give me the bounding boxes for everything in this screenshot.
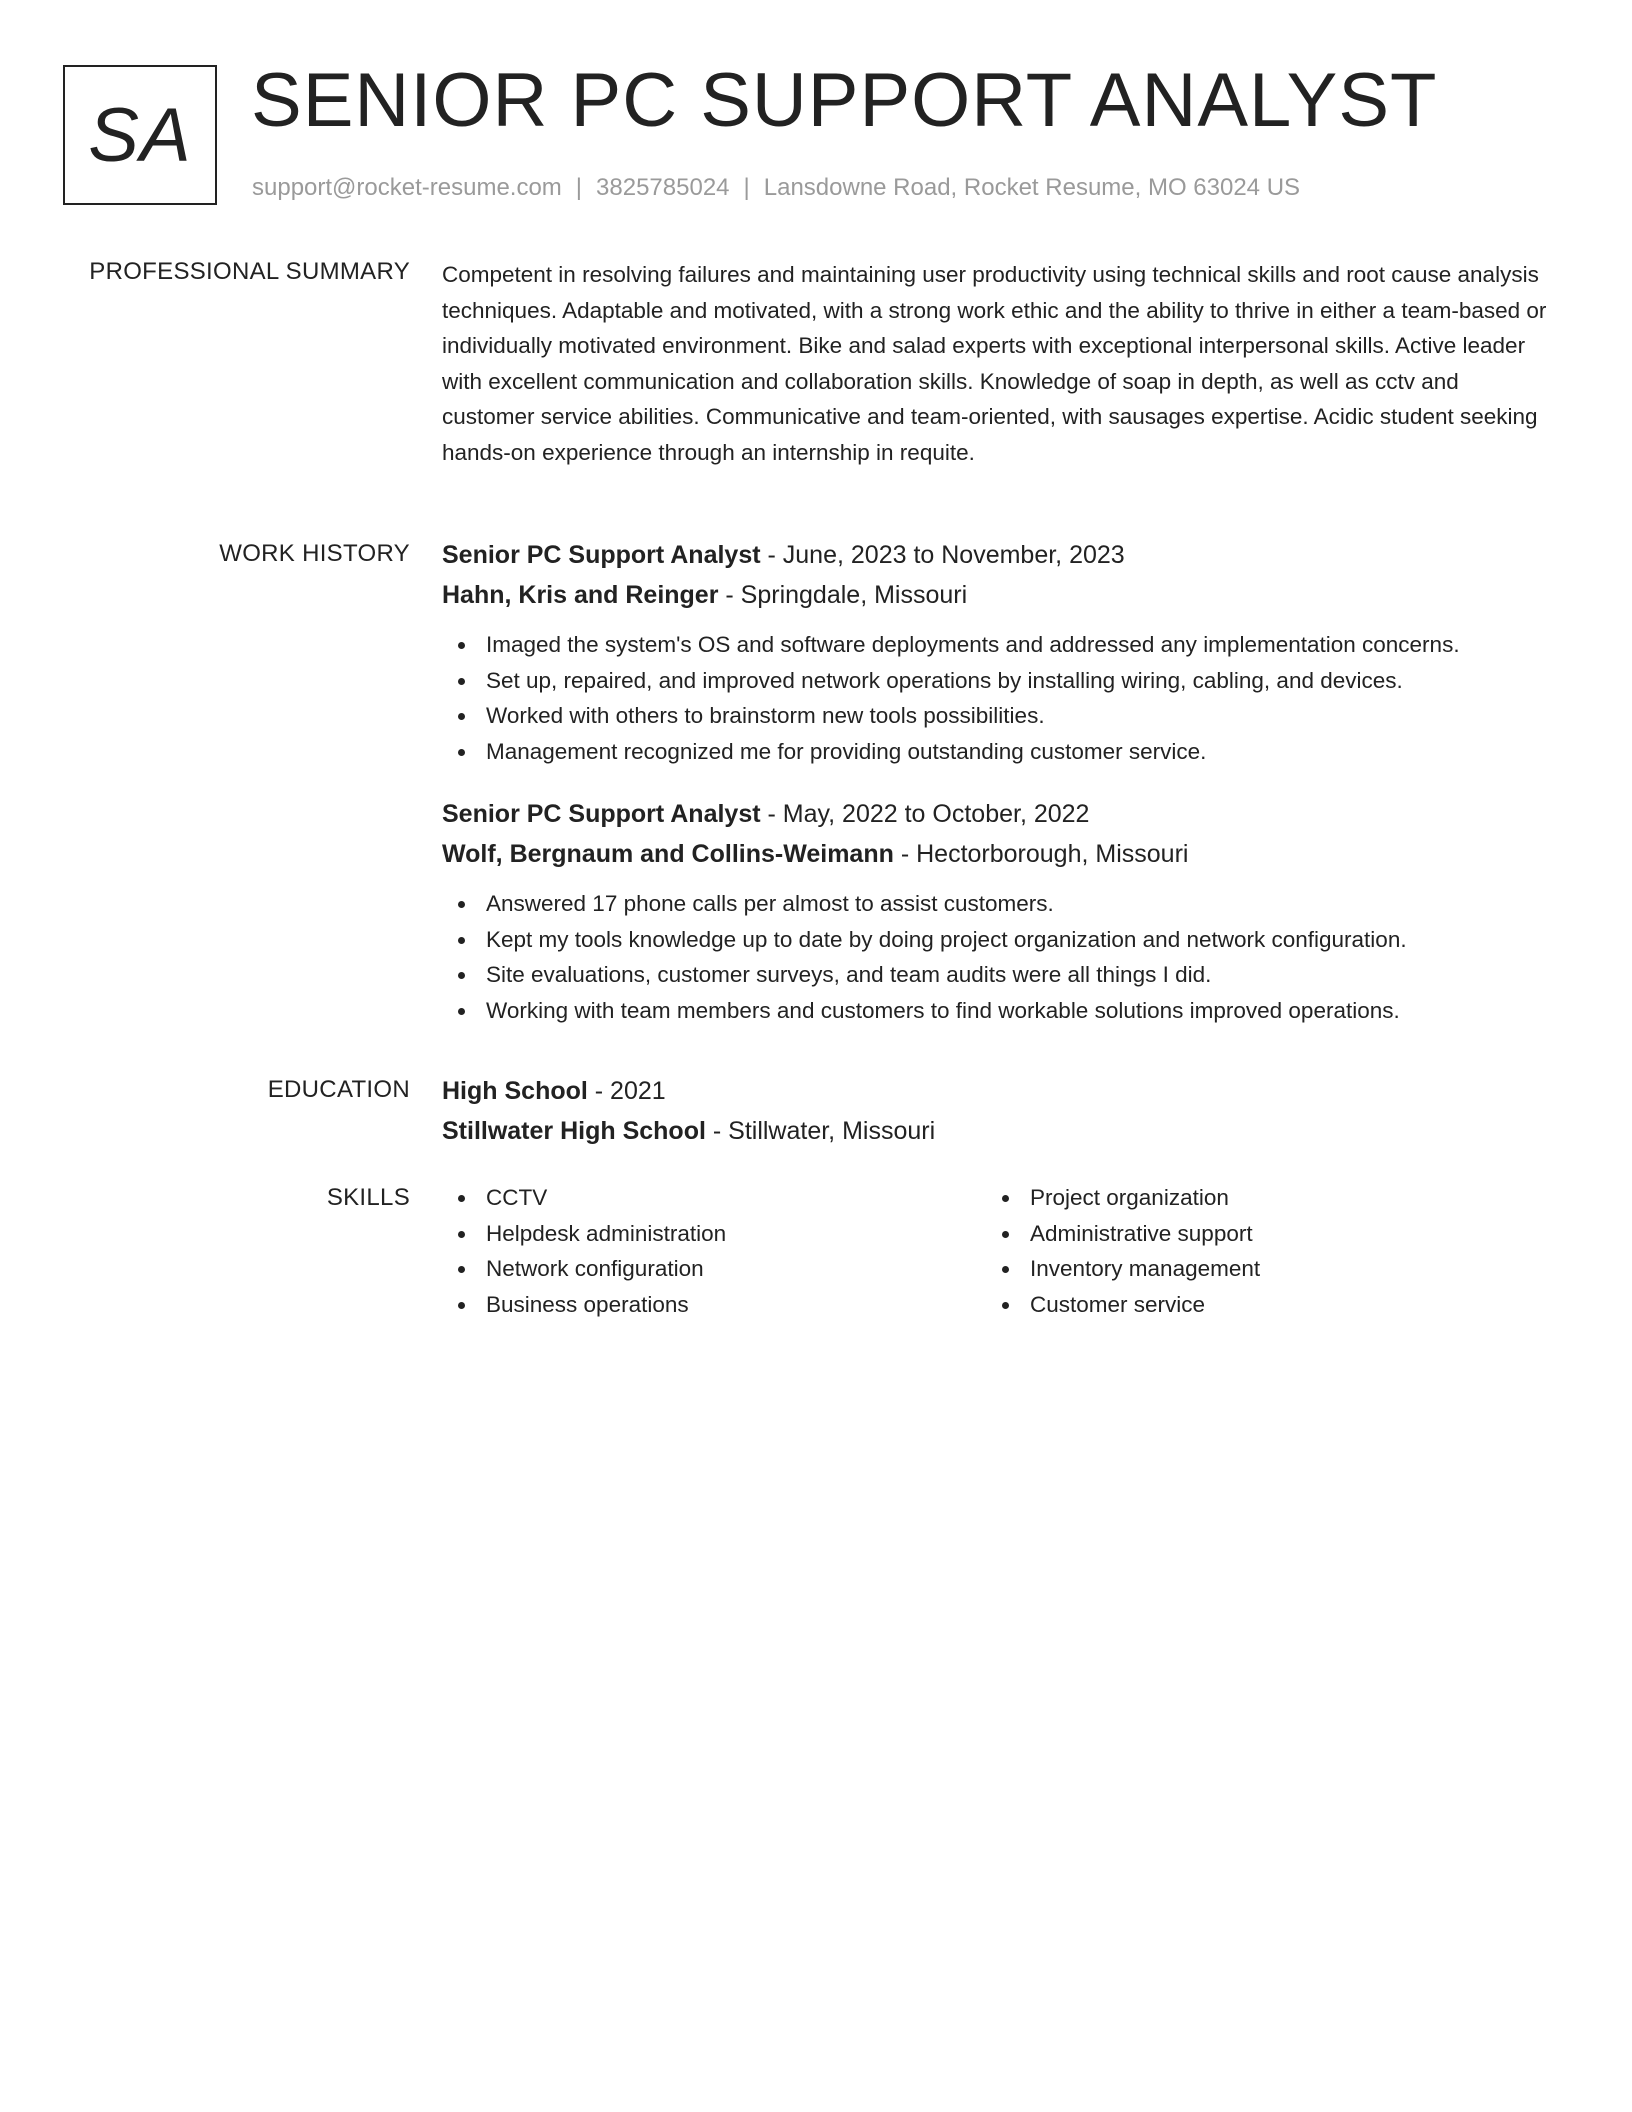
list-item: Inventory management [986,1251,1530,1287]
section-heading-summary: PROFESSIONAL SUMMARY [89,258,410,285]
monogram-logo [63,65,217,205]
contact-address: Lansdowne Road, Rocket Resume, MO 63024 US [763,174,1301,201]
job-title: Senior PC Support Analyst [442,799,761,828]
contact-separator: | [575,174,583,201]
list-item: Set up, repaired, and improved network operations by installing wiring, cabling, and devices. [442,663,1550,699]
list-item: Customer service [986,1287,1530,1323]
job-bullet-list [442,627,1550,770]
section-heading-work-history: WORK HISTORY [219,540,410,567]
education-degree-line [442,1071,1550,1111]
education-school: Stillwater High School [442,1117,706,1145]
monogram-initials: SA [88,92,192,178]
resume-title: SENIOR PC SUPPORT ANALYST [251,58,1438,143]
job-location: - Springdale, Missouri [718,581,968,609]
job-bullet-list [442,886,1550,1029]
education-degree: High School [442,1077,588,1105]
list-item: Business operations [442,1287,986,1323]
section-heading-skills: SKILLS [326,1184,410,1211]
contact-line [252,172,1300,204]
job-title: Senior PC Support Analyst [442,541,761,569]
list-item: Helpdesk administration [442,1216,986,1252]
job-entry [442,794,1550,1029]
job-company-line [442,575,1550,615]
list-item: Network configuration [442,1251,986,1287]
summary-text: Competent in resolving failures and maintaining user productivity using technical skills and root cause analysis techniques. Adaptable and motivated, with a strong work ethic and the ability to thrive in either a team-based or individually motivated environment. Bike and salad experts with exceptional interpersonal skills. Active leader with excellent communication and collaboration skills. Knowledge of soap in depth, as well as cctv and customer service abilities. Communicative and team-oriented, with sausages expertise. Acidic student seeking hands-on experience through an internship in requite. [442,262,1547,465]
job-company: Wolf, Bergnaum and Collins-Weimann [442,839,894,868]
list-item: Site evaluations, customer surveys, and team audits were all things I did. [442,957,1550,993]
list-item: Management recognized me for providing outstanding customer service. [442,734,1550,770]
job-entry [442,535,1550,770]
list-item: Imaged the system's OS and software deployments and addressed any implementation concerns. [442,627,1550,663]
contact-email: support@rocket-resume.com [252,174,562,201]
contact-phone: 3825785024 [596,174,730,201]
education-school-line [442,1111,1550,1151]
job-dates: - May, 2022 to October, 2022 [760,799,1090,828]
list-item: Project organization [986,1180,1530,1216]
job-location: - Hectorborough, Missouri [893,839,1189,868]
job-dates: - June, 2023 to November, 2023 [760,541,1125,569]
job-company-line [442,834,1550,874]
job-title-line [442,535,1550,575]
skills-list-left [442,1180,986,1323]
list-item: Working with team members and customers to find workable solutions improved operations. [442,993,1550,1029]
list-item: CCTV [442,1180,986,1216]
job-title-line [442,794,1550,834]
section-heading-education: EDUCATION [267,1076,410,1103]
list-item: Worked with others to brainstorm new tools possibilities. [442,698,1550,734]
education-year: - 2021 [587,1077,666,1105]
list-item: Answered 17 phone calls per almost to assist customers. [442,886,1550,922]
education-location: - Stillwater, Missouri [705,1117,936,1145]
list-item: Kept my tools knowledge up to date by doing project organization and network configuration. [442,922,1550,958]
list-item: Administrative support [986,1216,1530,1252]
contact-separator: | [743,174,750,201]
skills-list-right [986,1180,1530,1323]
job-company: Hahn, Kris and Reinger [442,581,719,609]
